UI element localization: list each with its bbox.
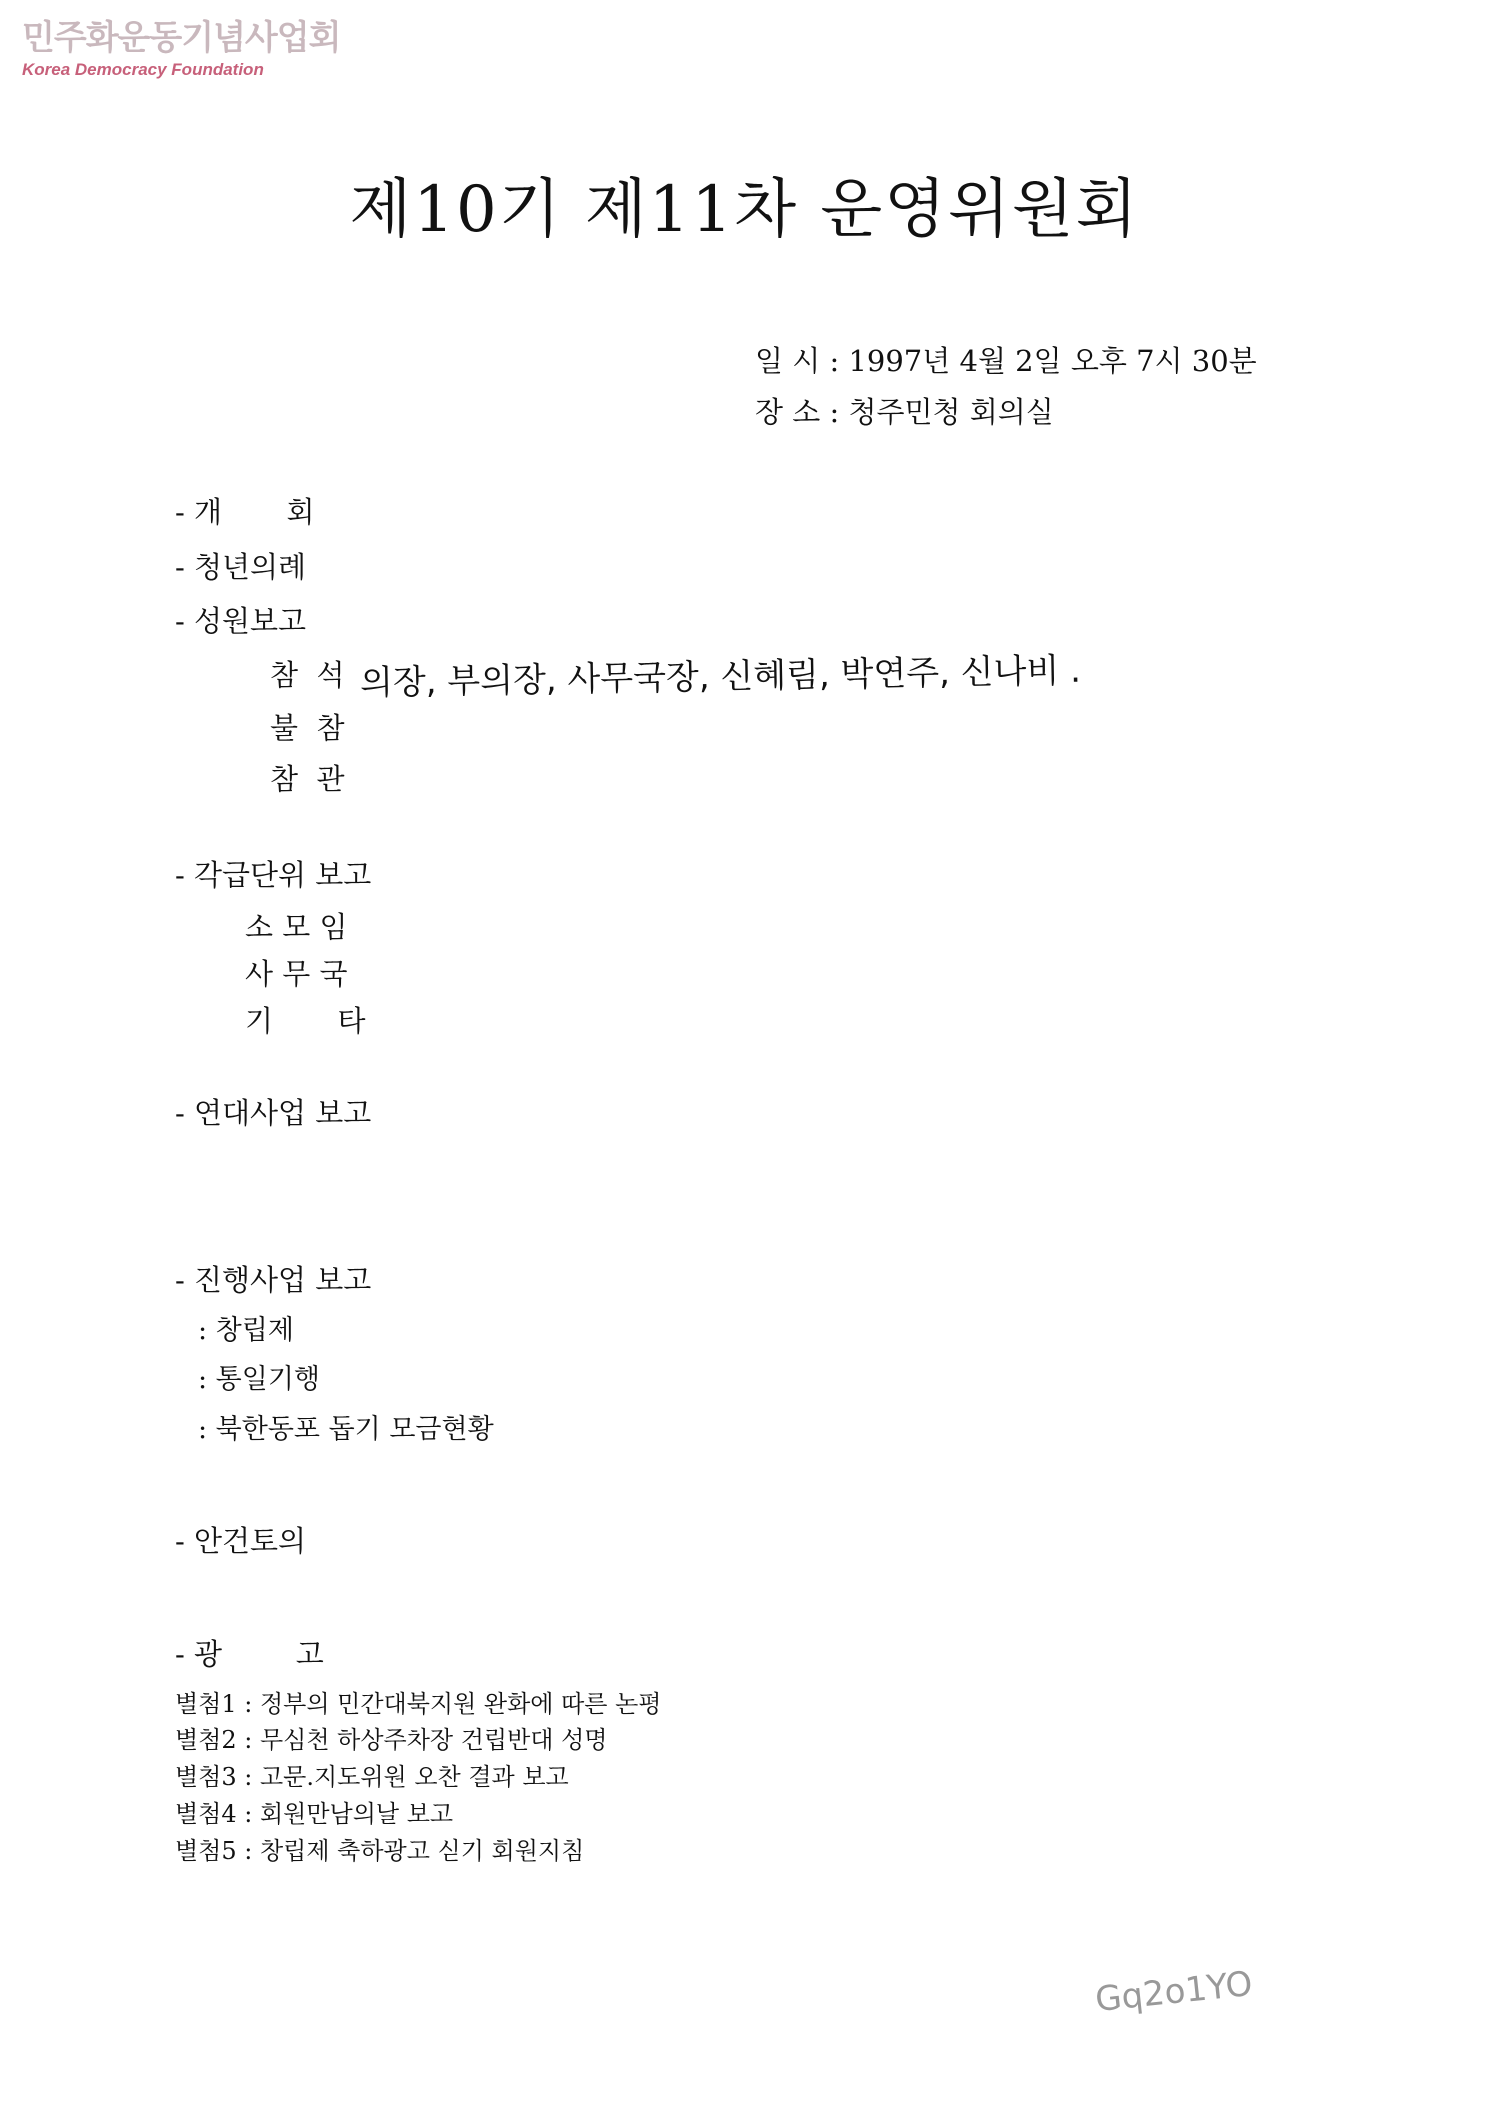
- meeting-place: 장 소 : 청주민청 회의실: [755, 395, 1054, 429]
- attachment-item: 별첨4 : 회원만남의날 보고: [175, 1800, 454, 1828]
- agenda-discussion: - 안건토의: [175, 1524, 307, 1558]
- document-title: 제10기 제11차 운영위원회: [349, 173, 1140, 247]
- logo-english-text: Korea Democracy Foundation: [22, 60, 264, 79]
- attendance-label: 참 석: [270, 658, 345, 692]
- attendance-handwritten: 의장, 부의장, 사무국장, 신혜림, 박연주, 신나비 .: [359, 650, 1082, 704]
- unit-item: 기 타: [245, 1004, 366, 1038]
- observer-label: 참 관: [270, 762, 345, 796]
- progress-item: : 창립제: [198, 1315, 294, 1346]
- progress-item: : 북한동포 돕기 모금현황: [198, 1414, 494, 1445]
- agenda-progress-report: - 진행사업 보고: [175, 1263, 372, 1297]
- absent-label: 불 참: [270, 711, 345, 745]
- logo-korean-text: 민주화운동기념사업회: [22, 18, 341, 58]
- agenda-member-report: - 성원보고: [175, 604, 307, 638]
- agenda-announcement: - 광 고: [175, 1637, 324, 1671]
- attachment-item: 별첨3 : 고문.지도위원 오찬 결과 보고: [175, 1763, 569, 1791]
- foundation-logo: [22, 18, 340, 80]
- attachment-item: 별첨2 : 무심천 하상주차장 건립반대 성명: [175, 1726, 608, 1754]
- agenda-unit-report: - 각급단위 보고: [175, 858, 372, 892]
- attachment-item: 별첨5 : 창립제 축하광고 싣기 회원지침: [175, 1837, 585, 1865]
- unit-item: 소 모 임: [245, 910, 348, 944]
- agenda-ceremony: - 청년의례: [175, 550, 307, 584]
- handwritten-mark: Gq2o1YO: [1093, 1963, 1255, 2021]
- agenda-solidarity-report: - 연대사업 보고: [175, 1096, 372, 1130]
- agenda-opening: - 개 회: [175, 495, 315, 529]
- meeting-datetime: 일 시 : 1997년 4월 2일 오후 7시 30분: [755, 344, 1257, 378]
- attachment-item: 별첨1 : 정부의 민간대북지원 완화에 따른 논평: [175, 1690, 662, 1718]
- progress-item: : 통일기행: [198, 1364, 321, 1395]
- unit-item: 사 무 국: [245, 957, 348, 991]
